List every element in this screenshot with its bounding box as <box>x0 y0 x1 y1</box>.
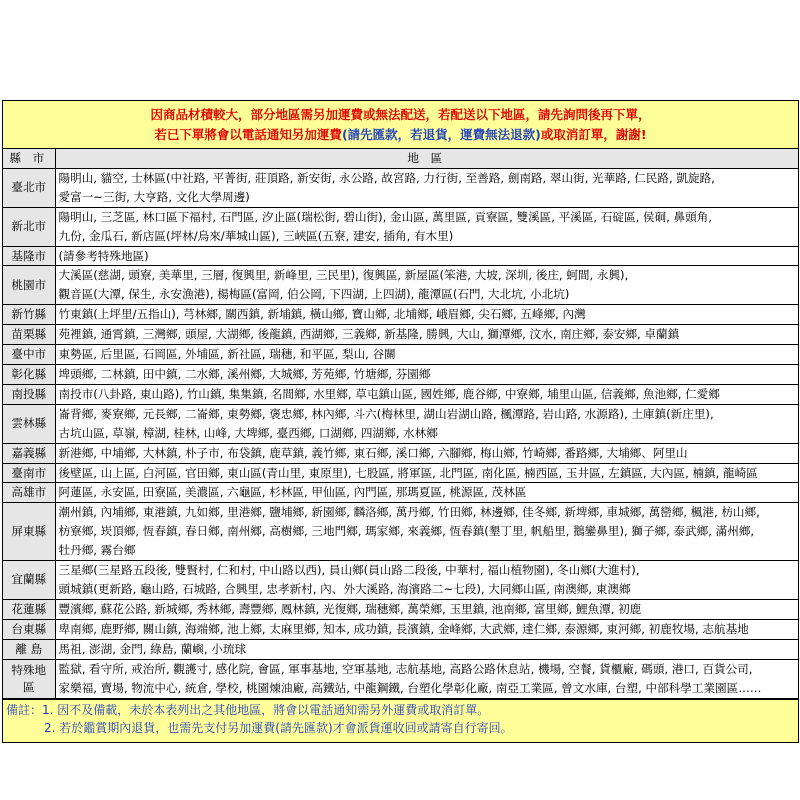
area-line: 馬祖, 澎湖, 金門, 綠島, 蘭嶼, 小琉球 <box>58 641 247 656</box>
remark-2: 2. 若於鑑賞期內退貨，也需先支付另加運費(請先匯款)才會派貨運收回或請寄自行寄回。 <box>44 720 513 735</box>
table-row <box>3 503 798 561</box>
table-row <box>3 207 798 246</box>
county-cell: 台東縣 <box>3 619 55 639</box>
area-cell <box>55 384 798 404</box>
area-line: 竹東鎮(上坪里/五指山), 芎林鄉, 關西鎮, 新埔鎮, 橫山鄉, 寶山鄉, 北埔鄉, 峨眉鄉, 尖石鄉, 五峰鄉, 內灣 <box>58 307 586 322</box>
area-line: 埤頭鄉, 二林鎮, 田中鎮, 二水鄉, 溪州鄉, 大城鄉, 芳苑鄉, 竹塘鄉, 芬園鄉 <box>58 366 431 381</box>
shipping-notice-sheet <box>2 100 799 743</box>
area-line: 崙背鄉, 麥寮鄉, 元長鄉, 二崙鄉, 東勢鄉, 褒忠鄉, 林內鄉, 斗六(梅林里, 湖山岩湖山路, 楓潭路, 岩山路, 水源路), 土庫鎮(新庄里), <box>58 406 714 421</box>
area-cell <box>55 207 798 246</box>
county-cell: 雲林縣 <box>3 404 55 443</box>
table-row <box>3 619 798 639</box>
area-line: 三星鄉(三星路五段後, 雙賢村, 仁和村, 中山路以西), 員山鄉(員山路二段後, 中華村, 福山植物園), 冬山鄉(大進村), <box>58 563 640 578</box>
table-row <box>3 305 798 325</box>
notice-line-2 <box>3 125 798 145</box>
table-row <box>3 246 798 266</box>
county-cell: 離 島 <box>3 639 55 659</box>
table-row <box>3 463 798 483</box>
county-cell: 宜蘭縣 <box>3 561 55 600</box>
county-cell: 臺中市 <box>3 345 55 365</box>
table-row <box>3 364 798 384</box>
county-cell: 基隆市 <box>3 246 55 266</box>
area-line: 苑裡鎮, 通霄鎮, 三灣鄉, 頭屋, 大湖鄉, 後龍鎮, 西湖鄉, 三義鄉, 新基隆, 勝興, 大山, 獅潭鄉, 汶水, 南庄鄉, 泰安鄉, 卓蘭鎮 <box>58 327 680 342</box>
table-row <box>3 639 798 659</box>
area-line: 九份, 金瓜石, 新店區(坪林/烏來/華城山區), 三峽區(五寮, 建安, 插角, 有木里) <box>58 228 454 243</box>
area-line: 新港鄉, 中埔鄉, 大林鎮, 朴子市, 布袋鎮, 鹿草鎮, 義竹鄉, 東石鄉, 溪口鄉, 六腳鄉, 梅山鄉, 竹崎鄉, 番路鄉, 大埔鄉、阿里山 <box>58 445 688 460</box>
area-line: 枋寮鄉, 崁頂鄉, 恆春鎮, 春日鄉, 南州鄉, 高樹鄉, 三地門鄉, 瑪家鄉, 來義鄉, 恆春鎮(墾丁里, 帆船里, 鵝鑾鼻里), 獅子鄉, 泰武鄉, 滿州鄉, <box>58 524 755 539</box>
county-cell: 臺北市 <box>3 168 55 207</box>
area-cell <box>55 463 798 483</box>
area-line: 愛富一~三街, 大亨路, 文化大學周邊) <box>58 189 250 204</box>
table-row <box>3 659 798 698</box>
area-line: 頭城鎮(更新路, 龜山路, 石城路, 合興里, 忠孝新村, 內、外大溪路, 海濱路二~七段), 大同鄉山區, 南澳鄉, 東澳鄉 <box>58 581 631 596</box>
area-line: 阿蓮區, 永安區, 田寮區, 美濃區, 六龜區, 杉林區, 甲仙區, 內門區, 那瑪夏區, 桃源區, 茂林區 <box>58 485 527 500</box>
table-row <box>3 599 798 619</box>
county-cell: 屏東縣 <box>3 503 55 561</box>
county-cell: 桃園市 <box>3 266 55 305</box>
area-cell <box>55 561 798 600</box>
county-cell: 苗栗縣 <box>3 325 55 345</box>
notice-line-1: 因商品材積較大，部分地區需另加運費或無法配送，若配送以下地區，請先詢問後再下單， <box>150 107 651 122</box>
table-row <box>3 345 798 365</box>
area-line: 大溪區(慈湖, 頭寮, 美華里, 三層, 復興里, 新峰里, 三民里), 復興區, 新屋區(笨港, 大坡, 深圳, 後庄, 蚵間, 永興), <box>58 268 629 283</box>
county-column-header: 縣 市 <box>3 149 55 168</box>
area-cell <box>55 619 798 639</box>
area-line: 豐濱鄉, 蘇花公路, 新城鄉, 秀林鄉, 壽豐鄉, 鳳林鎮, 光復鄉, 瑞穗鄉, 萬榮鄉, 玉里鎮, 池南鄉, 富里鄉, 鯉魚潭, 初鹿 <box>58 601 642 616</box>
area-cell <box>55 404 798 443</box>
area-line: 潮州鎮, 內埔鄉, 東港鎮, 九如鄉, 里港鄉, 鹽埔鄉, 新園鄉, 麟洛鄉, 萬丹鄉, 竹田鄉, 林邊鄉, 佳冬鄉, 新埤鄉, 車城鄉, 萬巒鄉, 楓港, 枋山鄉, <box>58 505 760 520</box>
table-row <box>3 443 798 463</box>
notice-line-2-start: 若已下單將會以電話通知另加運費 <box>154 127 342 142</box>
area-column-header: 地 區 <box>55 149 798 168</box>
table-row <box>3 384 798 404</box>
area-cell <box>55 639 798 659</box>
county-cell: 特殊地區 <box>3 659 55 698</box>
notice-refund-note: (請先匯款，若退貨，運費無法退款) <box>341 127 541 142</box>
remote-area-table <box>3 149 798 699</box>
county-cell: 新北市 <box>3 207 55 246</box>
area-cell <box>55 246 798 266</box>
area-line: 監獄, 看守所, 戒治所, 觀護寸, 感化院, 會區, 軍事基地, 空軍基地, 志航基地, 高路公路休息站, 機場, 空餐, 貨櫃廠, 碼頭, 港口, 百貨公司, <box>58 661 753 676</box>
area-line: 古坑山區, 草嶺, 樟湖, 桂林, 山峰, 大埤鄉, 臺西鄉, 口湖鄉, 四湖鄉, 水林鄉 <box>58 425 438 440</box>
area-cell <box>55 305 798 325</box>
area-line: 東勢區, 后里區, 石岡區, 外埔區, 新社區, 瑞穗, 和平區, 梨山, 谷關 <box>58 347 396 362</box>
notice-line-2-end: 或取消訂單，謝謝! <box>540 127 647 142</box>
area-cell <box>55 443 798 463</box>
area-line: 陽明山, 三芝區, 林口區下福村, 石門區, 汐止區(瑞松街, 碧山街), 金山區, 萬里區, 貢寮區, 雙溪區, 平溪區, 石碇區, 侯硐, 鼻頭角, <box>58 209 712 224</box>
area-cell <box>55 483 798 503</box>
table-header-row <box>3 149 798 168</box>
area-line: 牡丹鄉, 霧台鄉 <box>58 543 136 558</box>
area-line: 陽明山, 貓空, 士林區(中社路, 平菁街, 莊頂路, 新安街, 永公路, 故宮路, 力行街, 至善路, 劍南路, 翠山街, 光華路, 仁民路, 凱旋路, <box>58 170 715 185</box>
table-row <box>3 561 798 600</box>
county-cell: 臺南市 <box>3 463 55 483</box>
county-cell: 嘉義縣 <box>3 443 55 463</box>
area-line: 後壁區, 山上區, 白河區, 官田鄉, 東山區(青山里, 東原里), 七股區, 將軍區, 北門區, 南化區, 楠西區, 玉井區, 左鎮區, 大內區, 楠鎮, 龍崎區 <box>58 465 758 480</box>
table-row <box>3 266 798 305</box>
area-cell <box>55 345 798 365</box>
county-cell: 彰化縣 <box>3 364 55 384</box>
area-cell <box>55 364 798 384</box>
remark-1: 備註：1. 因不及備載，未於本表列出之其他地區，將會以電話通知需另外運費或取消訂單。 <box>6 702 490 717</box>
remarks-section <box>3 699 798 742</box>
area-cell <box>55 599 798 619</box>
county-cell: 高雄市 <box>3 483 55 503</box>
area-cell <box>55 325 798 345</box>
area-line: 南投市(八卦路, 東山路), 竹山鎮, 集集鎮, 名間鄉, 水里鄉, 草屯鎮山區, 國姓鄉, 鹿谷鄉, 中寮鄉, 埔里山區, 信義鄉, 魚池鄉, 仁愛鄉 <box>58 386 720 401</box>
area-line: 卑南鄉, 鹿野鄉, 關山鎮, 海端鄉, 池上鄉, 太麻里鄉, 知本, 成功鎮, 長濱鎮, 金峰鄉, 大武鄉, 達仁鄉, 泰源鄉, 東河鄉, 初鹿牧場, 志航基地 <box>58 621 749 636</box>
table-row <box>3 325 798 345</box>
table-body <box>3 168 798 698</box>
area-line: 觀音區(大潭, 保生, 永安漁港), 楊梅區(富岡, 伯公岡, 下四湖, 上四湖), 龍潭區(石門, 大北坑, 小北坑) <box>58 287 570 302</box>
area-line: 家樂福, 賣場, 物流中心, 統倉, 學校, 桃園煉油廠, 高鐵站, 中龍鋼鐵, 台塑化學彰化廠, 南亞工業區, 曾文水庫, 台塑, 中部科學工業園區…… <box>58 680 762 695</box>
table-row <box>3 404 798 443</box>
area-cell <box>55 503 798 561</box>
table-row <box>3 168 798 207</box>
notice-header <box>3 101 798 149</box>
county-cell: 新竹縣 <box>3 305 55 325</box>
area-line: (請參考特殊地區) <box>58 248 149 263</box>
county-cell: 南投縣 <box>3 384 55 404</box>
area-cell <box>55 659 798 698</box>
county-cell: 花蓮縣 <box>3 599 55 619</box>
area-cell <box>55 168 798 207</box>
table-row <box>3 483 798 503</box>
area-cell <box>55 266 798 305</box>
